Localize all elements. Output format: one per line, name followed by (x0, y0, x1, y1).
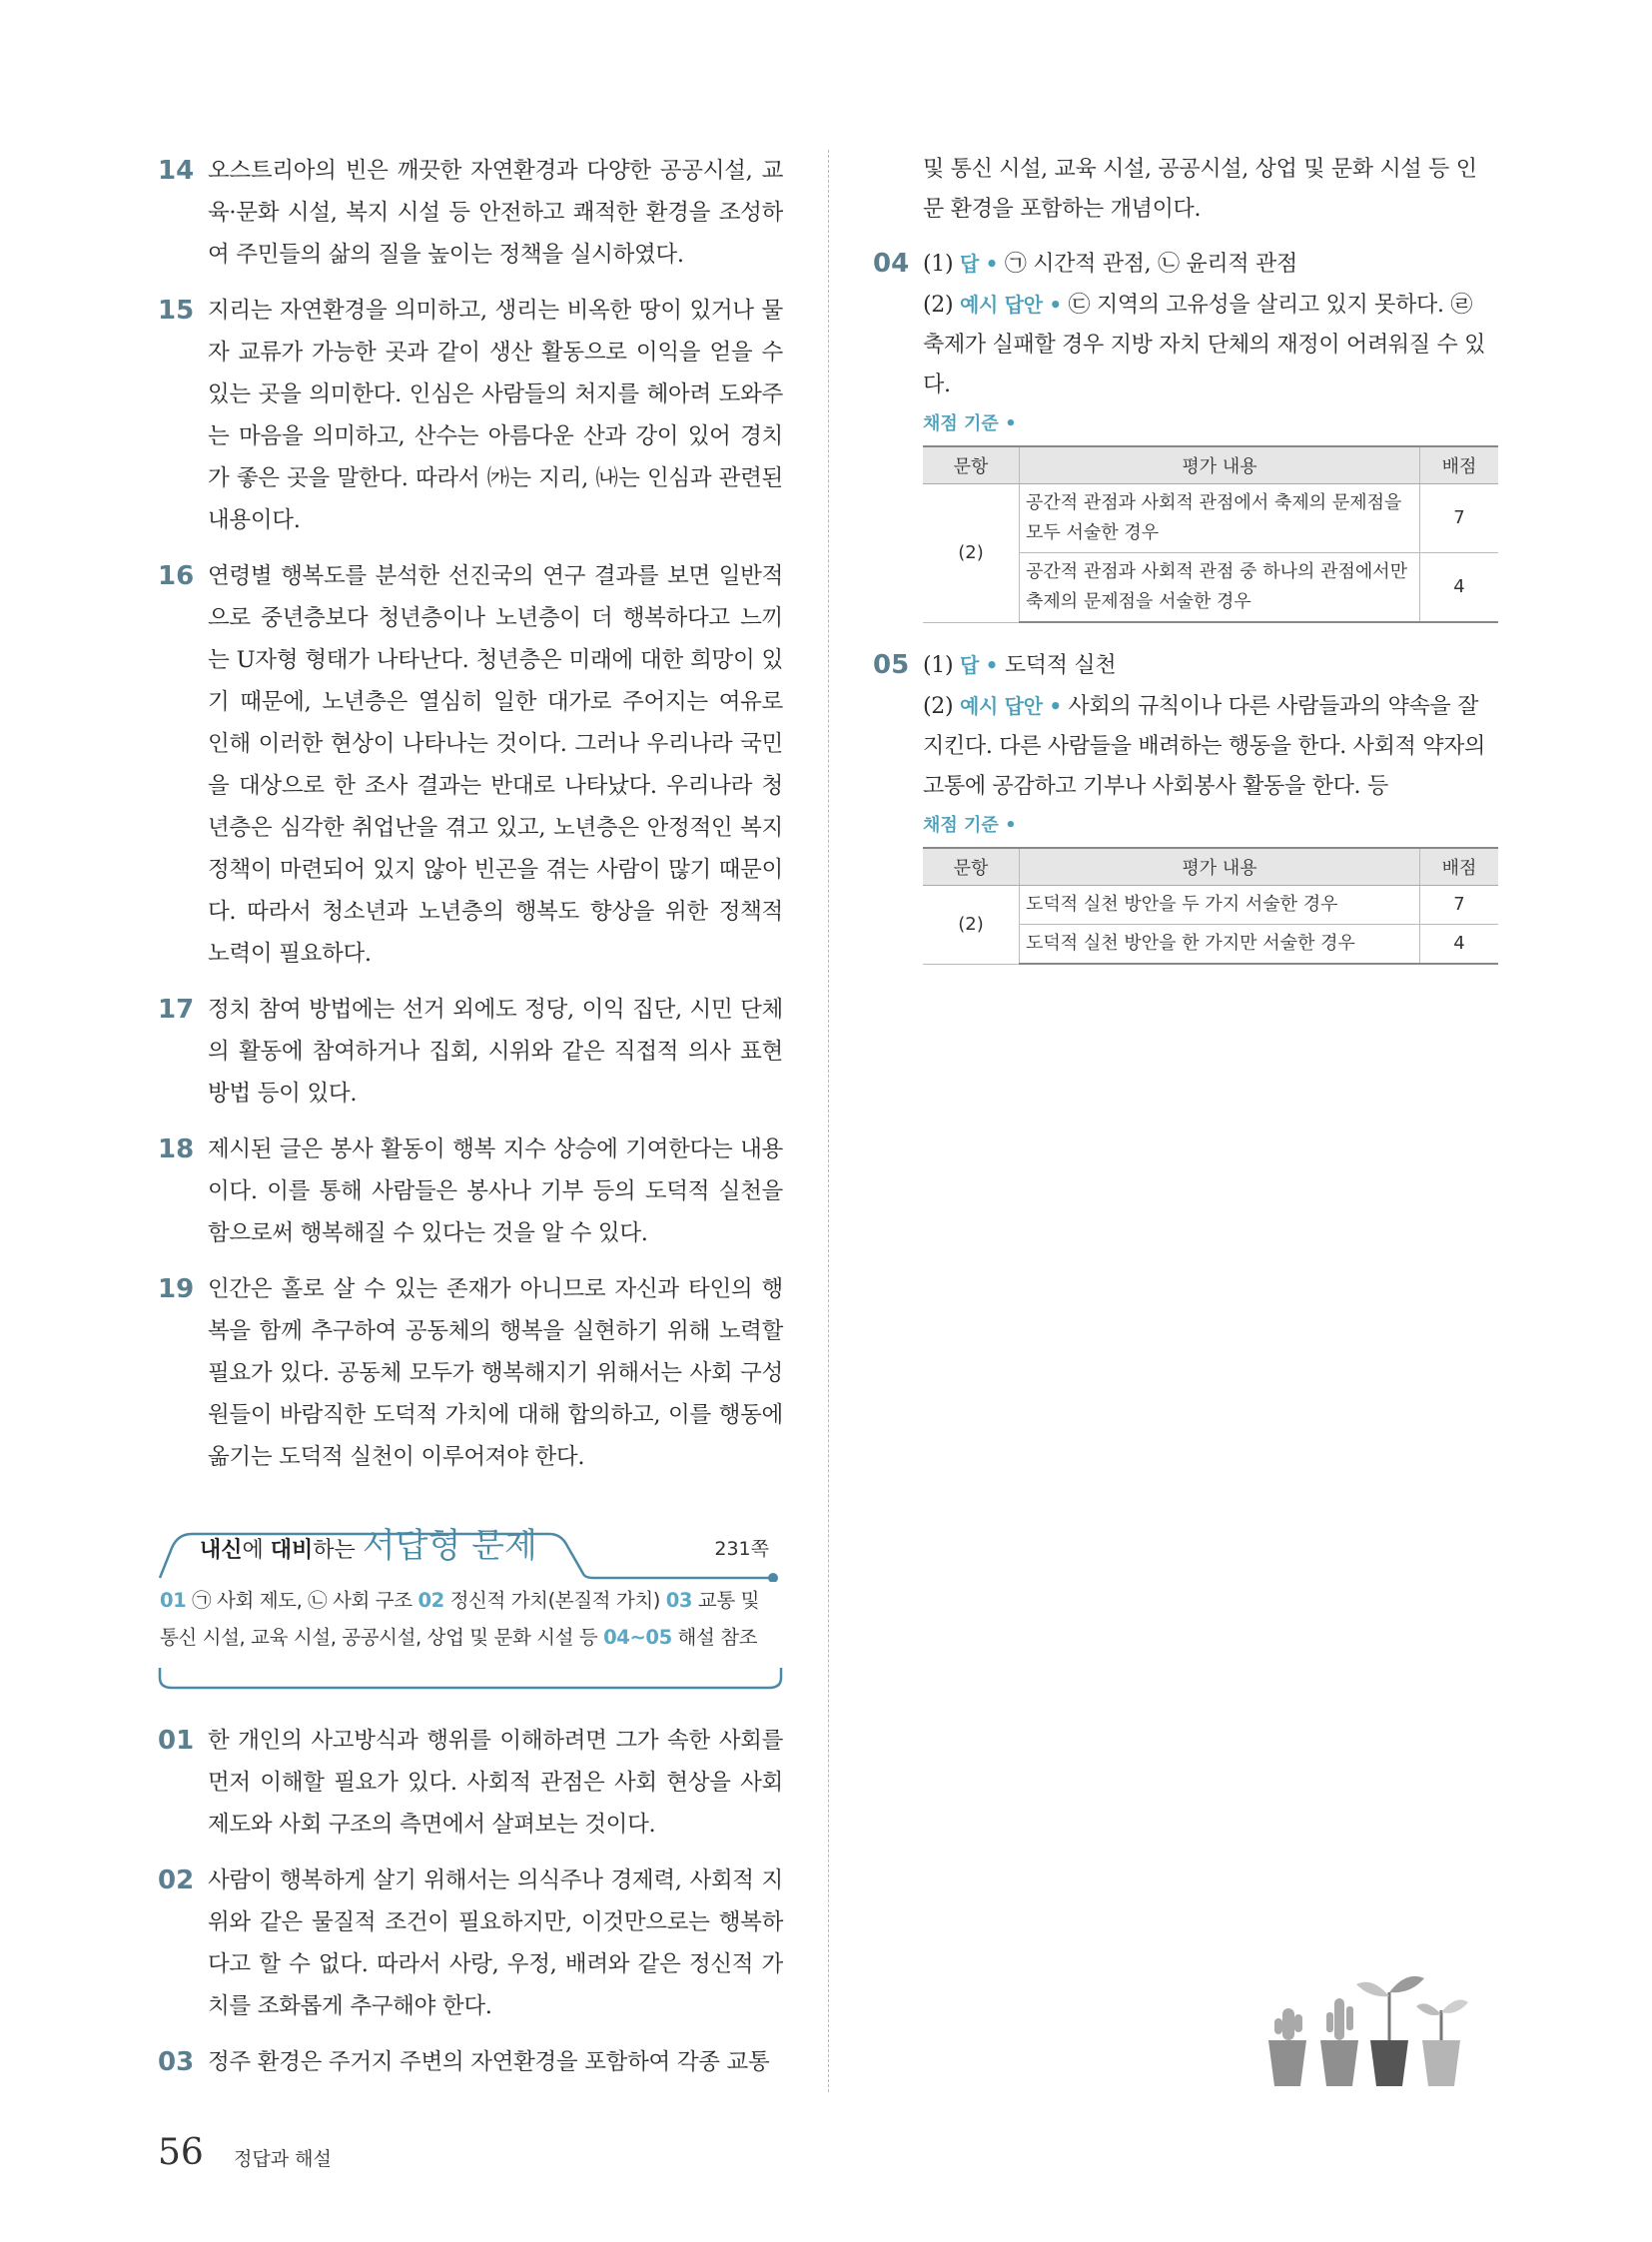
header-item: 문항 (923, 848, 1020, 886)
item-text: 정치 참여 방법에는 선거 외에도 정당, 이익 집단, 시민 단체의 활동에 참여하거나 집회, 시위와 같은 직접적 의사 표현 방법 등이 있다. (208, 997, 783, 1107)
answer-summary (158, 1582, 783, 1666)
criteria-block-05 (873, 811, 1494, 965)
answer-item-14 (158, 150, 783, 276)
item-text: 및 통신 시설, 교육 시설, 공공시설, 상업 및 문화 시설 등 인문 환경을 포함하는 개념이다. (923, 157, 1477, 222)
example-tag: 예시 답안 • (959, 293, 1062, 317)
score-cell: 4 (1420, 553, 1499, 623)
score-cell: 7 (1420, 886, 1499, 925)
item-text: 지리는 자연환경을 의미하고, 생리는 비옥한 땅이 있거나 물자 교류가 가능한 곳과 같이 생산 활동으로 이익을 얻을 수 있는 곳을 의미한다. 인심은 사람들의 처지를 헤아려 도와주는 마음을 의미하고, 산수는 아름다운 산과 강이 있어 경치가 좋은 곳을 말한다. 따라서 ㈎는 지리, ㈏는 인심과 관련된 내용이다. (208, 298, 783, 533)
answer-item-17 (158, 989, 783, 1115)
sub-answer-1 (923, 244, 1494, 285)
item-number: 01 (158, 1726, 195, 1756)
item-text: 한 개인의 사고방식과 행위를 이해하려면 그가 속한 사회를 먼저 이해할 필요가 있다. 사회적 관점은 사회 현상을 사회 제도와 사회 구조의 측면에서 살펴보는 것이다. (208, 1728, 783, 1838)
answer-item-05 (873, 645, 1494, 807)
header-score: 배점 (1420, 446, 1499, 484)
item-number: 16 (158, 561, 195, 591)
summary-text: 교통 및 통신 시설, 교육 시설, 공공시설, 상업 및 문화 시설 등 (160, 1589, 760, 1649)
section-title (200, 1518, 537, 1567)
item-number: 15 (158, 296, 195, 326)
section-bottom-frame (158, 1666, 783, 1696)
column-divider (828, 150, 829, 2092)
left-column (158, 150, 783, 2083)
item-number: 05 (873, 650, 910, 680)
item-text: 정주 환경은 주거지 주변의 자연환경을 포함하여 각종 교통 (208, 2049, 770, 2075)
answer-tag: 답 • (959, 252, 999, 276)
item-number: 14 (158, 156, 195, 186)
answer-text: ㉢ 지역의 고유성을 살리고 있지 못하다. ㉣ 축제가 실패할 경우 지방 자치 단체의 재정이 어려워질 수 있다. (923, 293, 1486, 397)
section-header (158, 1512, 783, 1582)
answer-item-04 (873, 244, 1494, 405)
score-cell: 4 (1420, 925, 1499, 965)
sub-answer-1 (923, 645, 1494, 686)
item-number: 17 (158, 995, 195, 1025)
item-number: 03 (158, 2047, 195, 2077)
item-text: 인간은 홀로 살 수 있는 존재가 아니므로 자신과 타인의 행복을 함께 추구하여 공동체의 행복을 실현하기 위해 노력할 필요가 있다. 공동체 모두가 행복해지기 위해서는 사회 구성원들이 바람직한 도덕적 가치에 대해 합의하고, 이를 행동에 옮기는 도덕적 실천이 이루어져야 한다. (208, 1276, 783, 1470)
scoring-table-05 (923, 847, 1498, 965)
summary-text: 해설 참조 (671, 1626, 758, 1649)
sub-prefix: (1) (923, 252, 960, 277)
item-number: 02 (158, 1866, 195, 1895)
summary-num: 02 (417, 1589, 444, 1612)
right-column (873, 150, 1494, 965)
potted-plants-illustration (1260, 1962, 1480, 2092)
answer-item-01 (158, 1720, 783, 1846)
section-title-part: 에 (242, 1538, 271, 1563)
criteria-label: 채점 기준 • (923, 815, 1017, 836)
answer-text: 도덕적 실천 (998, 653, 1117, 678)
criteria-block-04 (873, 409, 1494, 623)
summary-text: 정신적 가치(본질적 가치) (443, 1589, 666, 1612)
example-tag: 예시 답안 • (959, 694, 1062, 718)
answer-item-03 (158, 2041, 783, 2083)
answer-item-16 (158, 555, 783, 975)
content-cell: 공간적 관점과 사회적 관점에서 축제의 문제점을 모두 서술한 경우 (1020, 484, 1420, 553)
section-title-part: 대비 (270, 1538, 314, 1563)
item-text: 제시된 글은 봉사 활동이 행복 지수 상승에 기여한다는 내용이다. 이를 통해 사람들은 봉사나 기부 등의 도덕적 실천을 함으로써 행복해질 수 있다는 것을 알 수 있다. (208, 1136, 783, 1246)
header-item: 문항 (923, 446, 1020, 484)
item-text: 오스트리아의 빈은 깨끗한 자연환경과 다양한 공공시설, 교육·문화 시설, 복지 시설 등 안전하고 쾌적한 환경을 조성하여 주민들의 삶의 질을 높이는 정책을 실시하였다. (208, 158, 783, 268)
answer-item-02 (158, 1860, 783, 2027)
item-text: 연령별 행복도를 분석한 선진국의 연구 결과를 보면 일반적으로 중년층보다 청년층이나 노년층이 더 행복하다고 느끼는 U자형 형태가 나타난다. 청년층은 미래에 대한 희망이 있기 때문에, 노년층은 열심히 일한 대가로 주어지는 여유로 인해 이러한 현상이 나타나는 것이다. 그러나 우리나라 국민을 대상으로 한 조사 결과는 반대로 나타났다. 우리나라 청년층은 심각한 취업난을 겪고 있고, 노년층은 안정적인 복지 정책이 마련되어 있지 않아 빈곤을 겪는 사람이 많기 때문이다. 따라서 청소년과 노년층의 행복도 향상을 위한 정책적 노력이 필요하다. (208, 563, 783, 967)
summary-num: 01 (160, 1589, 187, 1612)
content-cell: 공간적 관점과 사회적 관점 중 하나의 관점에서만 축제의 문제점을 서술한 경우 (1020, 553, 1420, 623)
item-number: 19 (158, 1274, 195, 1304)
item-number: 18 (158, 1134, 195, 1164)
page-number: 56 (158, 2132, 204, 2173)
section-title-part: 내신 (200, 1538, 243, 1563)
sub-answer-2 (923, 686, 1494, 807)
section-title-part: 하는 (313, 1538, 363, 1563)
header-content: 평가 내용 (1020, 848, 1420, 886)
answer-item-15 (158, 290, 783, 541)
item-number: 04 (873, 249, 910, 279)
answer-text: 사회의 규칙이나 다른 사람들과의 약속을 잘 지킨다. 다른 사람들을 배려하는 행동을 한다. 사회적 약자의 고통에 공감하고 기부나 사회봉사 활동을 한다. 등 (923, 694, 1486, 799)
criteria-label: 채점 기준 • (923, 413, 1017, 434)
scoring-table-04 (923, 445, 1498, 623)
footer-label: 정답과 해설 (234, 2148, 332, 2170)
answer-item-18 (158, 1128, 783, 1254)
sub-prefix: (1) (923, 653, 960, 678)
sub-answer-2 (923, 285, 1494, 405)
sub-prefix: (2) (923, 293, 960, 318)
item-text: 사람이 행복하게 살기 위해서는 의식주나 경제력, 사회적 지위와 같은 물질적 조건이 필요하지만, 이것만으로는 행복하다고 할 수 없다. 따라서 사랑, 우정, 배려와 같은 정신적 가치를 조화롭게 추구해야 한다. (208, 1868, 783, 2019)
answer-item-03-continued (873, 150, 1494, 230)
answer-tag: 답 • (959, 653, 999, 677)
item-cell: (2) (923, 484, 1020, 623)
answer-item-19 (158, 1268, 783, 1478)
content-cell: 도덕적 실천 방안을 두 가지 서술한 경우 (1020, 886, 1420, 925)
item-cell: (2) (923, 886, 1020, 965)
section-title-main: 서답형 문제 (362, 1526, 537, 1566)
summary-text: ㉠ 사회 제도, ㉡ 사회 구조 (186, 1589, 418, 1612)
content-cell: 도덕적 실천 방안을 한 가지만 서술한 경우 (1020, 925, 1420, 965)
section-page-ref: 231쪽 (714, 1538, 769, 1560)
header-score: 배점 (1420, 848, 1499, 886)
header-content: 평가 내용 (1020, 446, 1420, 484)
summary-num: 03 (665, 1589, 693, 1612)
score-cell: 7 (1420, 484, 1499, 553)
summary-num: 04~05 (603, 1626, 672, 1649)
answer-text: ㉠ 시간적 관점, ㉡ 윤리적 관점 (998, 252, 1297, 277)
sub-prefix: (2) (923, 694, 960, 719)
